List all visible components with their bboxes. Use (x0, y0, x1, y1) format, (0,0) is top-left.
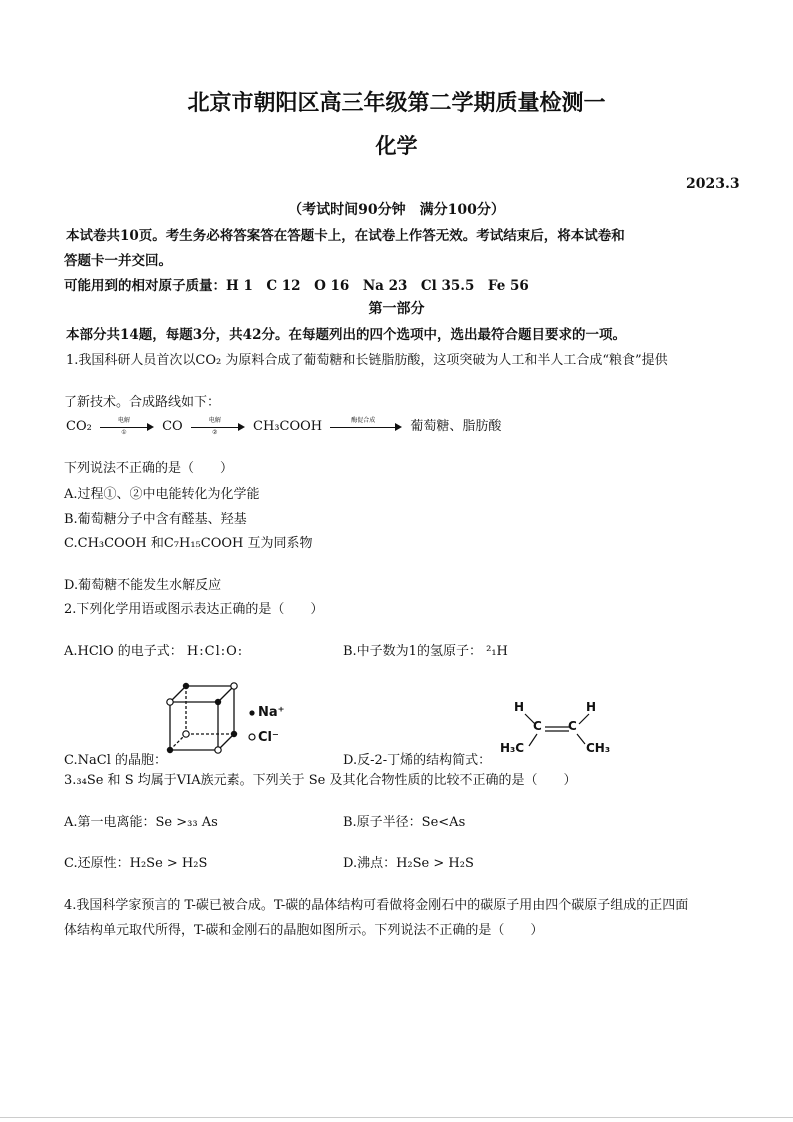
part-description: 本部分共14题，每题3分，共42分。在每题列出的四个选项中，选出最符合题目要求的一项。 (66, 327, 626, 343)
struct-h-right: H (586, 700, 597, 714)
q1-line-1: 1.我国科研人员首次以CO₂ 为原料合成了葡萄糖和长链脂肪酸，这项突破为人工和半人工合成“粮食”提供 (66, 353, 668, 368)
page-bottom-rule (0, 1117, 793, 1118)
q4-line-1: 4.我国科学家预言的 T-碳已被合成。T-碳的晶体结构可看做将金刚石中的碳原子用由四个碳原子组成的正四面 (64, 898, 689, 913)
struct-h-left: H (514, 700, 525, 714)
route-arrow-3 (330, 416, 402, 434)
route-products: 葡萄糖、脂肪酸 (410, 419, 502, 434)
atomic-mass-line: 可能用到的相对原子质量：H 1 C 12 O 16 Na 23 Cl 35.5 Fe 56 (64, 278, 529, 294)
exam-date: 2023.3 (686, 176, 740, 192)
q2-option-a-label: A.HClO 的电子式： (64, 644, 183, 659)
route-arrow-2 (191, 416, 245, 436)
part-title: 第一部分 (368, 301, 425, 317)
q3-question: 3.₃₄Se 和 S 均属于VIA族元素。下列关于 Se 及其化合物性质的比较不正确的是（ ） (64, 773, 577, 788)
subject-title: 化学 (375, 133, 418, 158)
q2-option-b (343, 640, 508, 659)
route-arrow-1-label: 电解 (117, 416, 130, 424)
q1-line-2: 了新技术。合成路线如下： (64, 395, 221, 410)
exam-info: （考试时间90分钟 满分100分） (288, 202, 505, 218)
q2-option-c: C.NaCl 的晶胞： (64, 753, 167, 768)
route-arrow-1-step: ① (121, 428, 127, 436)
route-arrow-2-step: ② (212, 428, 218, 436)
q2-option-a (64, 640, 243, 659)
route-species-co2: CO₂ (66, 419, 92, 434)
q2-option-b-label: B.中子数为1的氢原子： (343, 644, 482, 659)
q1-option-b: B.葡萄糖分子中含有醛基、羟基 (64, 512, 247, 527)
struct-c-right: C (568, 719, 577, 733)
q1-option-d: D.葡萄糖不能发生水解反应 (64, 578, 222, 593)
legend-na-ion: Na⁺ (258, 705, 285, 720)
route-arrow-2-label: 电解 (208, 416, 221, 424)
q1-option-a: A.过程①、②中电能转化为化学能 (64, 487, 260, 502)
q3-option-a: A.第一电离能：Se >₃₃ As (64, 815, 218, 830)
struct-c-left: C (533, 719, 542, 733)
deuterium-symbol: ²₁H (486, 644, 508, 659)
q2-option-d: D.反-2-丁烯的结构简式： (343, 753, 492, 768)
q3-option-c: C.还原性：H₂Se > H₂S (64, 856, 208, 871)
legend-cl-ion: Cl⁻ (258, 730, 279, 745)
exam-title: 北京市朝阳区高三年级第二学期质量检测一 (187, 90, 606, 116)
route-arrow-3-label: 酶促合成 (351, 416, 376, 424)
q1-synthesis-route (66, 415, 501, 434)
q3-option-b: B.原子半径：Se<As (343, 815, 466, 830)
route-arrow-1 (100, 416, 154, 436)
instruction-line-2: 答题卡一并交回。 (64, 253, 172, 269)
q2-question: 2.下列化学用语或图示表达正确的是（ ） (64, 602, 324, 617)
instruction-line-1: 本试卷共10页。考生务必将答案答在答题卡上，在试卷上作答无效。考试结束后，将本试卷和 (66, 228, 625, 244)
nacl-unit-cell-diagram (160, 680, 300, 760)
q1-option-c: C.CH₃COOH 和C₇H₁₅COOH 互为同系物 (64, 536, 313, 551)
struct-h3c: H₃C (500, 741, 525, 755)
q3-option-d: D.沸点：H₂Se > H₂S (343, 856, 474, 871)
q1-question: 下列说法不正确的是（ ） (64, 461, 234, 476)
hclo-electron-formula: H:Cl:O: (186, 644, 244, 659)
route-species-acetic-acid: CH₃COOH (253, 419, 323, 434)
route-species-co: CO (162, 419, 183, 434)
q4-line-2: 体结构单元取代所得，T-碳和金刚石的晶胞如图所示。下列说法不正确的是（ ） (64, 923, 544, 938)
struct-ch3: CH₃ (586, 741, 611, 755)
